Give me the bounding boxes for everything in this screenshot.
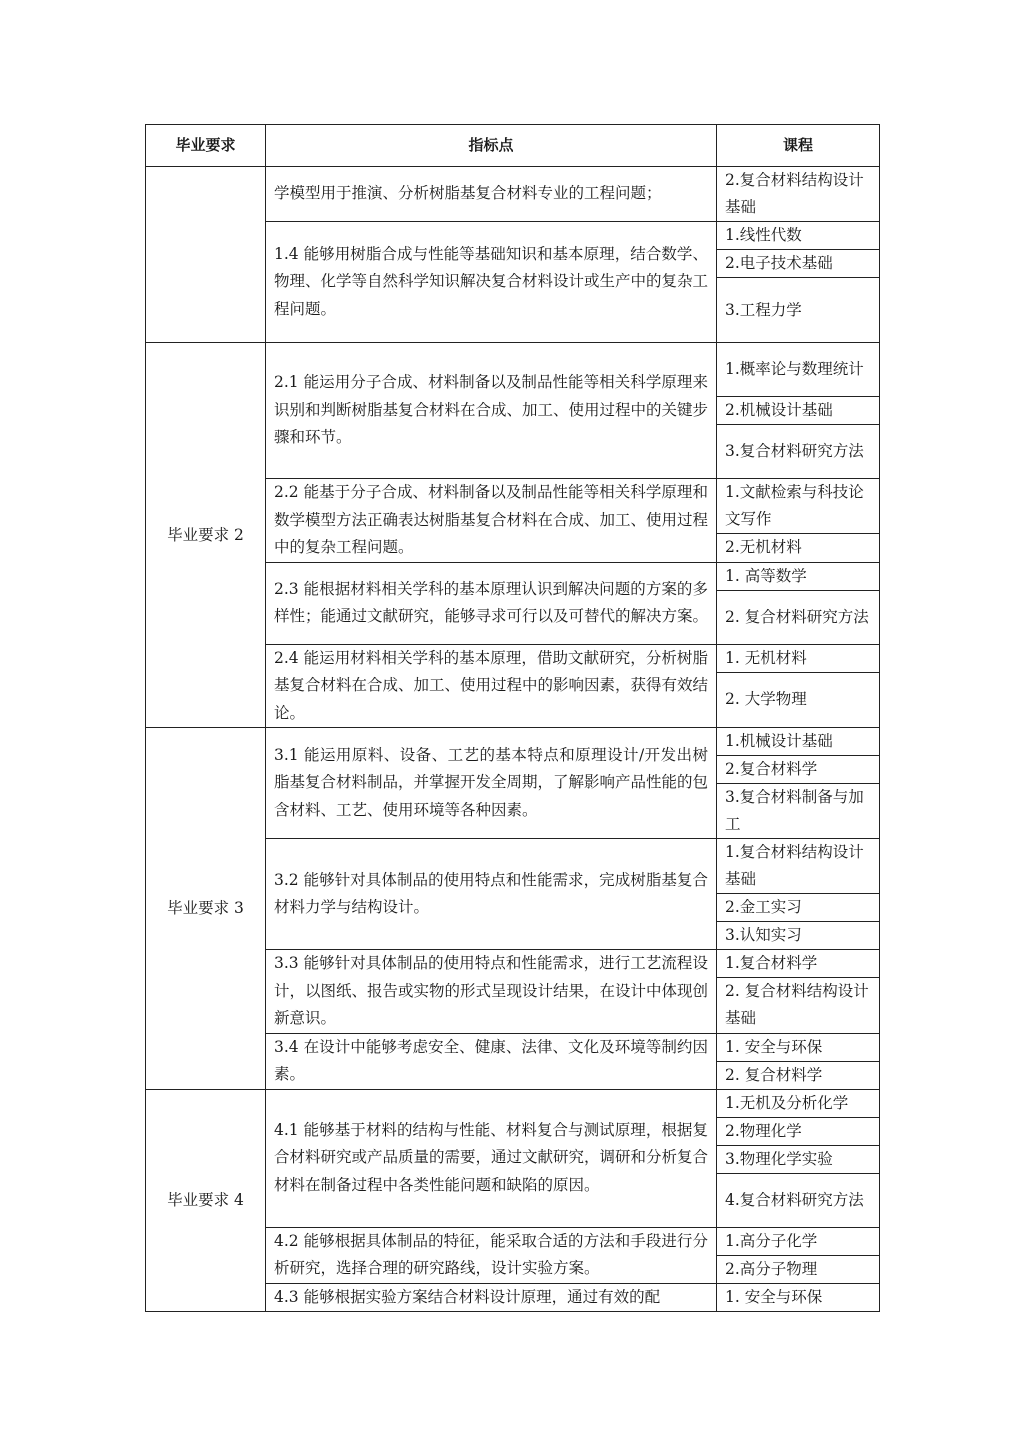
course-cell: 2. 复合材料学	[717, 1061, 880, 1089]
indicator-cell: 3.3 能够针对具体制品的使用特点和性能需求，进行工艺流程设计，以图纸、报告或实物的形式呈现设计结果，在设计中体现创新意识。	[266, 950, 717, 1034]
indicator-cell: 3.2 能够针对具体制品的使用特点和性能需求，完成树脂基复合材料力学与结构设计。	[266, 839, 717, 950]
indicator-cell: 3.4 在设计中能够考虑安全、健康、法律、文化及环境等制约因素。	[266, 1033, 717, 1089]
course-cell: 2. 复合材料结构设计基础	[717, 978, 880, 1033]
requirement-cell: 毕业要求 3	[146, 728, 266, 1090]
course-cell: 2. 大学物理	[717, 672, 880, 727]
course-cell: 1.复合材料结构设计基础	[717, 839, 880, 894]
indicator-cell: 1.4 能够用树脂合成与性能等基础知识和基本原理，结合数学、物理、化学等自然科学知识解决复合材料设计或生产中的复杂工程问题。	[266, 222, 717, 343]
indicator-cell: 3.1 能运用原料、设备、工艺的基本特点和原理设计/开发出树脂基复合材料制品，并掌握开发全周期，了解影响产品性能的包含材料、工艺、使用环境等各种因素。	[266, 728, 717, 839]
course-cell: 1.复合材料学	[717, 950, 880, 978]
course-cell: 1.高分子化学	[717, 1227, 880, 1255]
table-row	[146, 728, 880, 756]
header-indicator: 指标点	[266, 125, 717, 167]
indicator-cell: 4.2 能够根据具体制品的特征，能采取合适的方法和手段进行分析研究，选择合理的研究路线，设计实验方案。	[266, 1227, 717, 1283]
table-row	[146, 167, 880, 222]
course-cell: 2. 复合材料研究方法	[717, 590, 880, 644]
table-row	[146, 343, 880, 397]
indicator-cell: 2.3 能根据材料相关学科的基本原理认识到解决问题的方案的多样性；能通过文献研究，能够寻求可行以及可替代的解决方案。	[266, 562, 717, 644]
indicator-cell: 2.2 能基于分子合成、材料制备以及制品性能等相关科学原理和数学模型方法正确表达树脂基复合材料在合成、加工、使用过程中的复杂工程问题。	[266, 479, 717, 563]
indicator-cell: 4.1 能够基于材料的结构与性能、材料复合与测试原理，根据复合材料研究或产品质量的需要，通过文献研究，调研和分析复合材料在制备过程中各类性能问题和缺陷的原因。	[266, 1089, 717, 1227]
course-cell: 2.电子技术基础	[717, 250, 880, 278]
requirements-table	[145, 124, 880, 1312]
indicator-cell: 4.3 能够根据实验方案结合材料设计原理，通过有效的配	[266, 1283, 717, 1312]
course-cell: 3.复合材料制备与加工	[717, 784, 880, 839]
table-row	[146, 1089, 880, 1117]
course-cell: 2.复合材料学	[717, 756, 880, 784]
course-cell: 1.无机及分析化学	[717, 1089, 880, 1117]
course-cell: 1. 无机材料	[717, 644, 880, 672]
course-cell: 1.机械设计基础	[717, 728, 880, 756]
header-requirement: 毕业要求	[146, 125, 266, 167]
course-cell: 1. 安全与环保	[717, 1033, 880, 1061]
course-cell: 3.物理化学实验	[717, 1145, 880, 1173]
course-cell: 4.复合材料研究方法	[717, 1173, 880, 1227]
course-cell: 2.物理化学	[717, 1117, 880, 1145]
course-cell: 2.机械设计基础	[717, 397, 880, 425]
course-cell: 3.复合材料研究方法	[717, 425, 880, 479]
course-cell: 2.金工实习	[717, 894, 880, 922]
requirement-cell: 毕业要求 2	[146, 343, 266, 728]
course-cell: 1. 安全与环保	[717, 1283, 880, 1312]
header-course: 课程	[717, 125, 880, 167]
course-cell: 3.认知实习	[717, 922, 880, 950]
course-cell: 1.线性代数	[717, 222, 880, 250]
course-cell: 2.高分子物理	[717, 1255, 880, 1283]
requirement-cell: 毕业要求 4	[146, 1089, 266, 1312]
table-header-row	[146, 125, 880, 167]
indicator-cell: 2.4 能运用材料相关学科的基本原理，借助文献研究，分析树脂基复合材料在合成、加工、使用过程中的影响因素，获得有效结论。	[266, 644, 717, 728]
course-cell: 1.概率论与数理统计	[717, 343, 880, 397]
course-cell: 2.无机材料	[717, 534, 880, 562]
requirement-cell	[146, 167, 266, 343]
course-cell: 3.工程力学	[717, 278, 880, 343]
indicator-cell: 学模型用于推演、分析树脂基复合材料专业的工程问题；	[266, 167, 717, 222]
table-body	[146, 167, 880, 1312]
course-cell: 1. 高等数学	[717, 562, 880, 590]
indicator-cell: 2.1 能运用分子合成、材料制备以及制品性能等相关科学原理来识别和判断树脂基复合材料在合成、加工、使用过程中的关键步骤和环节。	[266, 343, 717, 479]
course-cell: 2.复合材料结构设计基础	[717, 167, 880, 222]
course-cell: 1.文献检索与科技论文写作	[717, 479, 880, 534]
